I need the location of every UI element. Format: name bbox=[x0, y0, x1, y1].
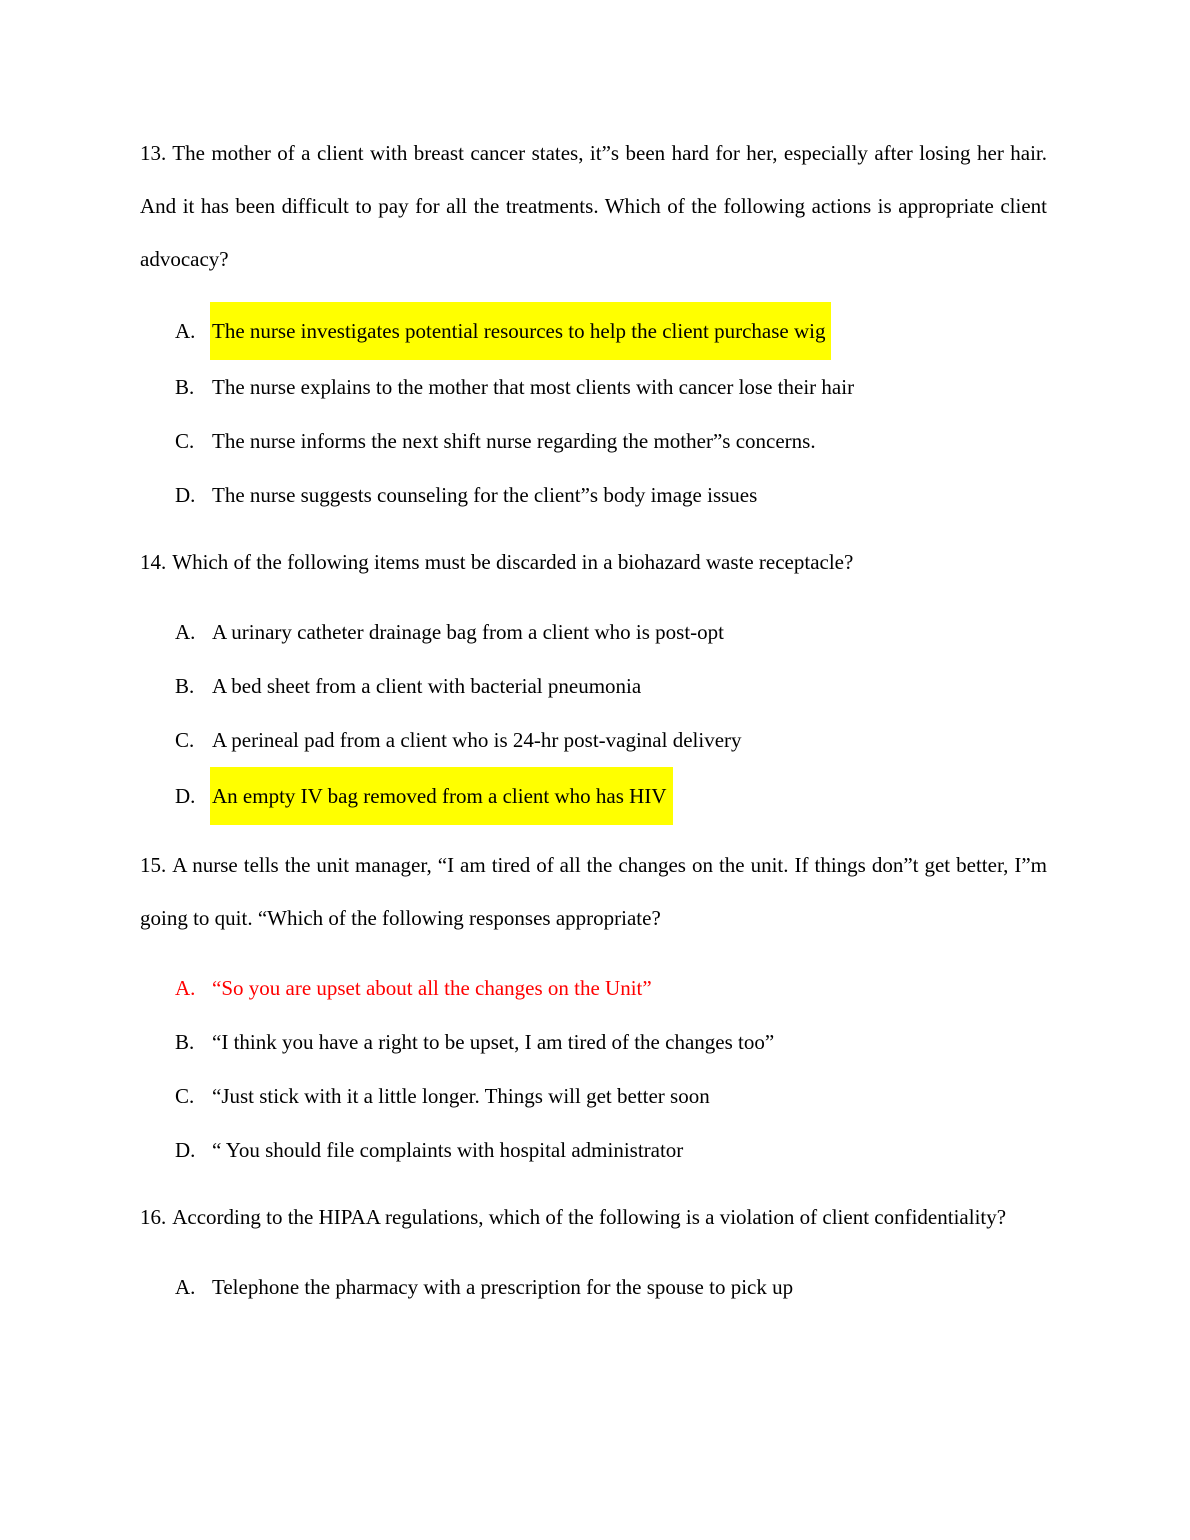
option-list bbox=[140, 1260, 1047, 1314]
option-row bbox=[175, 1015, 1047, 1069]
option-row bbox=[175, 1260, 1047, 1314]
option-letter: B. bbox=[175, 674, 195, 698]
option-text: The nurse suggests counseling for the client”s body image issues bbox=[212, 483, 758, 507]
option-text: “ You should file complaints with hospital administrator bbox=[212, 1138, 684, 1162]
option-text: The nurse informs the next shift nurse regarding the mother”s concerns. bbox=[212, 429, 816, 453]
option-letter: C. bbox=[175, 728, 195, 752]
option-letter: D. bbox=[175, 483, 196, 507]
question-number: 13. bbox=[140, 141, 167, 165]
option-text: “I think you have a right to be upset, I am tired of the changes too” bbox=[212, 1030, 775, 1054]
option-text: Telephone the pharmacy with a prescription for the spouse to pick up bbox=[212, 1275, 794, 1299]
option-text-highlighted: An empty IV bag removed from a client who has HIV bbox=[210, 767, 673, 825]
option-letter: B. bbox=[175, 375, 195, 399]
option-letter: A. bbox=[175, 620, 196, 644]
option-text: The nurse explains to the mother that most clients with cancer lose their hair bbox=[212, 375, 855, 399]
option-letter: D. bbox=[175, 1138, 196, 1162]
option-list bbox=[140, 605, 1047, 825]
question-block bbox=[140, 1191, 1047, 1314]
option-text: A urinary catheter drainage bag from a client who is post-opt bbox=[212, 620, 724, 644]
option-list bbox=[140, 961, 1047, 1177]
option-row bbox=[175, 605, 1047, 659]
option-text: A perineal pad from a client who is 24-hr post-vaginal delivery bbox=[212, 728, 742, 752]
question-number: 14. bbox=[140, 550, 167, 574]
option-text: A bed sheet from a client with bacterial pneumonia bbox=[212, 674, 642, 698]
question-body-text: The mother of a client with breast cancer states, it”s been hard for her, especially after losing her hair. And it has been difficult to pay for all the treatments. Which of the following actions is appropriate client advocacy? bbox=[140, 141, 1047, 271]
question-body-text: A nurse tells the unit manager, “I am tired of all the changes on the unit. If things don”t get better, I”m going to quit. “Which of the following responses appropriate? bbox=[140, 853, 1047, 930]
question-text bbox=[140, 1191, 1047, 1244]
question-number: 15. bbox=[140, 853, 167, 877]
question-body-text: According to the HIPAA regulations, which of the following is a violation of client confidentiality? bbox=[172, 1205, 1007, 1229]
option-list bbox=[140, 302, 1047, 522]
option-row bbox=[175, 468, 1047, 522]
option-letter: A. bbox=[175, 976, 196, 1000]
option-row bbox=[175, 360, 1047, 414]
question-text bbox=[140, 839, 1047, 945]
option-letter: A. bbox=[175, 1275, 196, 1299]
question-text bbox=[140, 127, 1047, 286]
option-letter: D. bbox=[175, 784, 196, 808]
option-letter: C. bbox=[175, 1084, 195, 1108]
option-letter: B. bbox=[175, 1030, 195, 1054]
question-body-text: Which of the following items must be discarded in a biohazard waste receptacle? bbox=[172, 550, 854, 574]
question-text bbox=[140, 536, 1047, 589]
option-text-highlighted: The nurse investigates potential resources to help the client purchase wig bbox=[210, 302, 831, 360]
option-row bbox=[175, 767, 1047, 825]
question-list bbox=[140, 127, 1047, 1314]
option-row bbox=[175, 659, 1047, 713]
option-row bbox=[175, 414, 1047, 468]
question-block bbox=[140, 536, 1047, 825]
option-letter: C. bbox=[175, 429, 195, 453]
option-row bbox=[175, 713, 1047, 767]
option-letter: A. bbox=[175, 319, 196, 343]
question-block bbox=[140, 839, 1047, 1177]
option-text: “Just stick with it a little longer. Things will get better soon bbox=[212, 1084, 710, 1108]
option-row bbox=[175, 961, 1047, 1015]
option-row bbox=[175, 302, 1047, 360]
option-row bbox=[175, 1123, 1047, 1177]
question-number: 16. bbox=[140, 1205, 167, 1229]
option-row bbox=[175, 1069, 1047, 1123]
question-block bbox=[140, 127, 1047, 522]
option-text: “So you are upset about all the changes on the Unit” bbox=[212, 976, 652, 1000]
